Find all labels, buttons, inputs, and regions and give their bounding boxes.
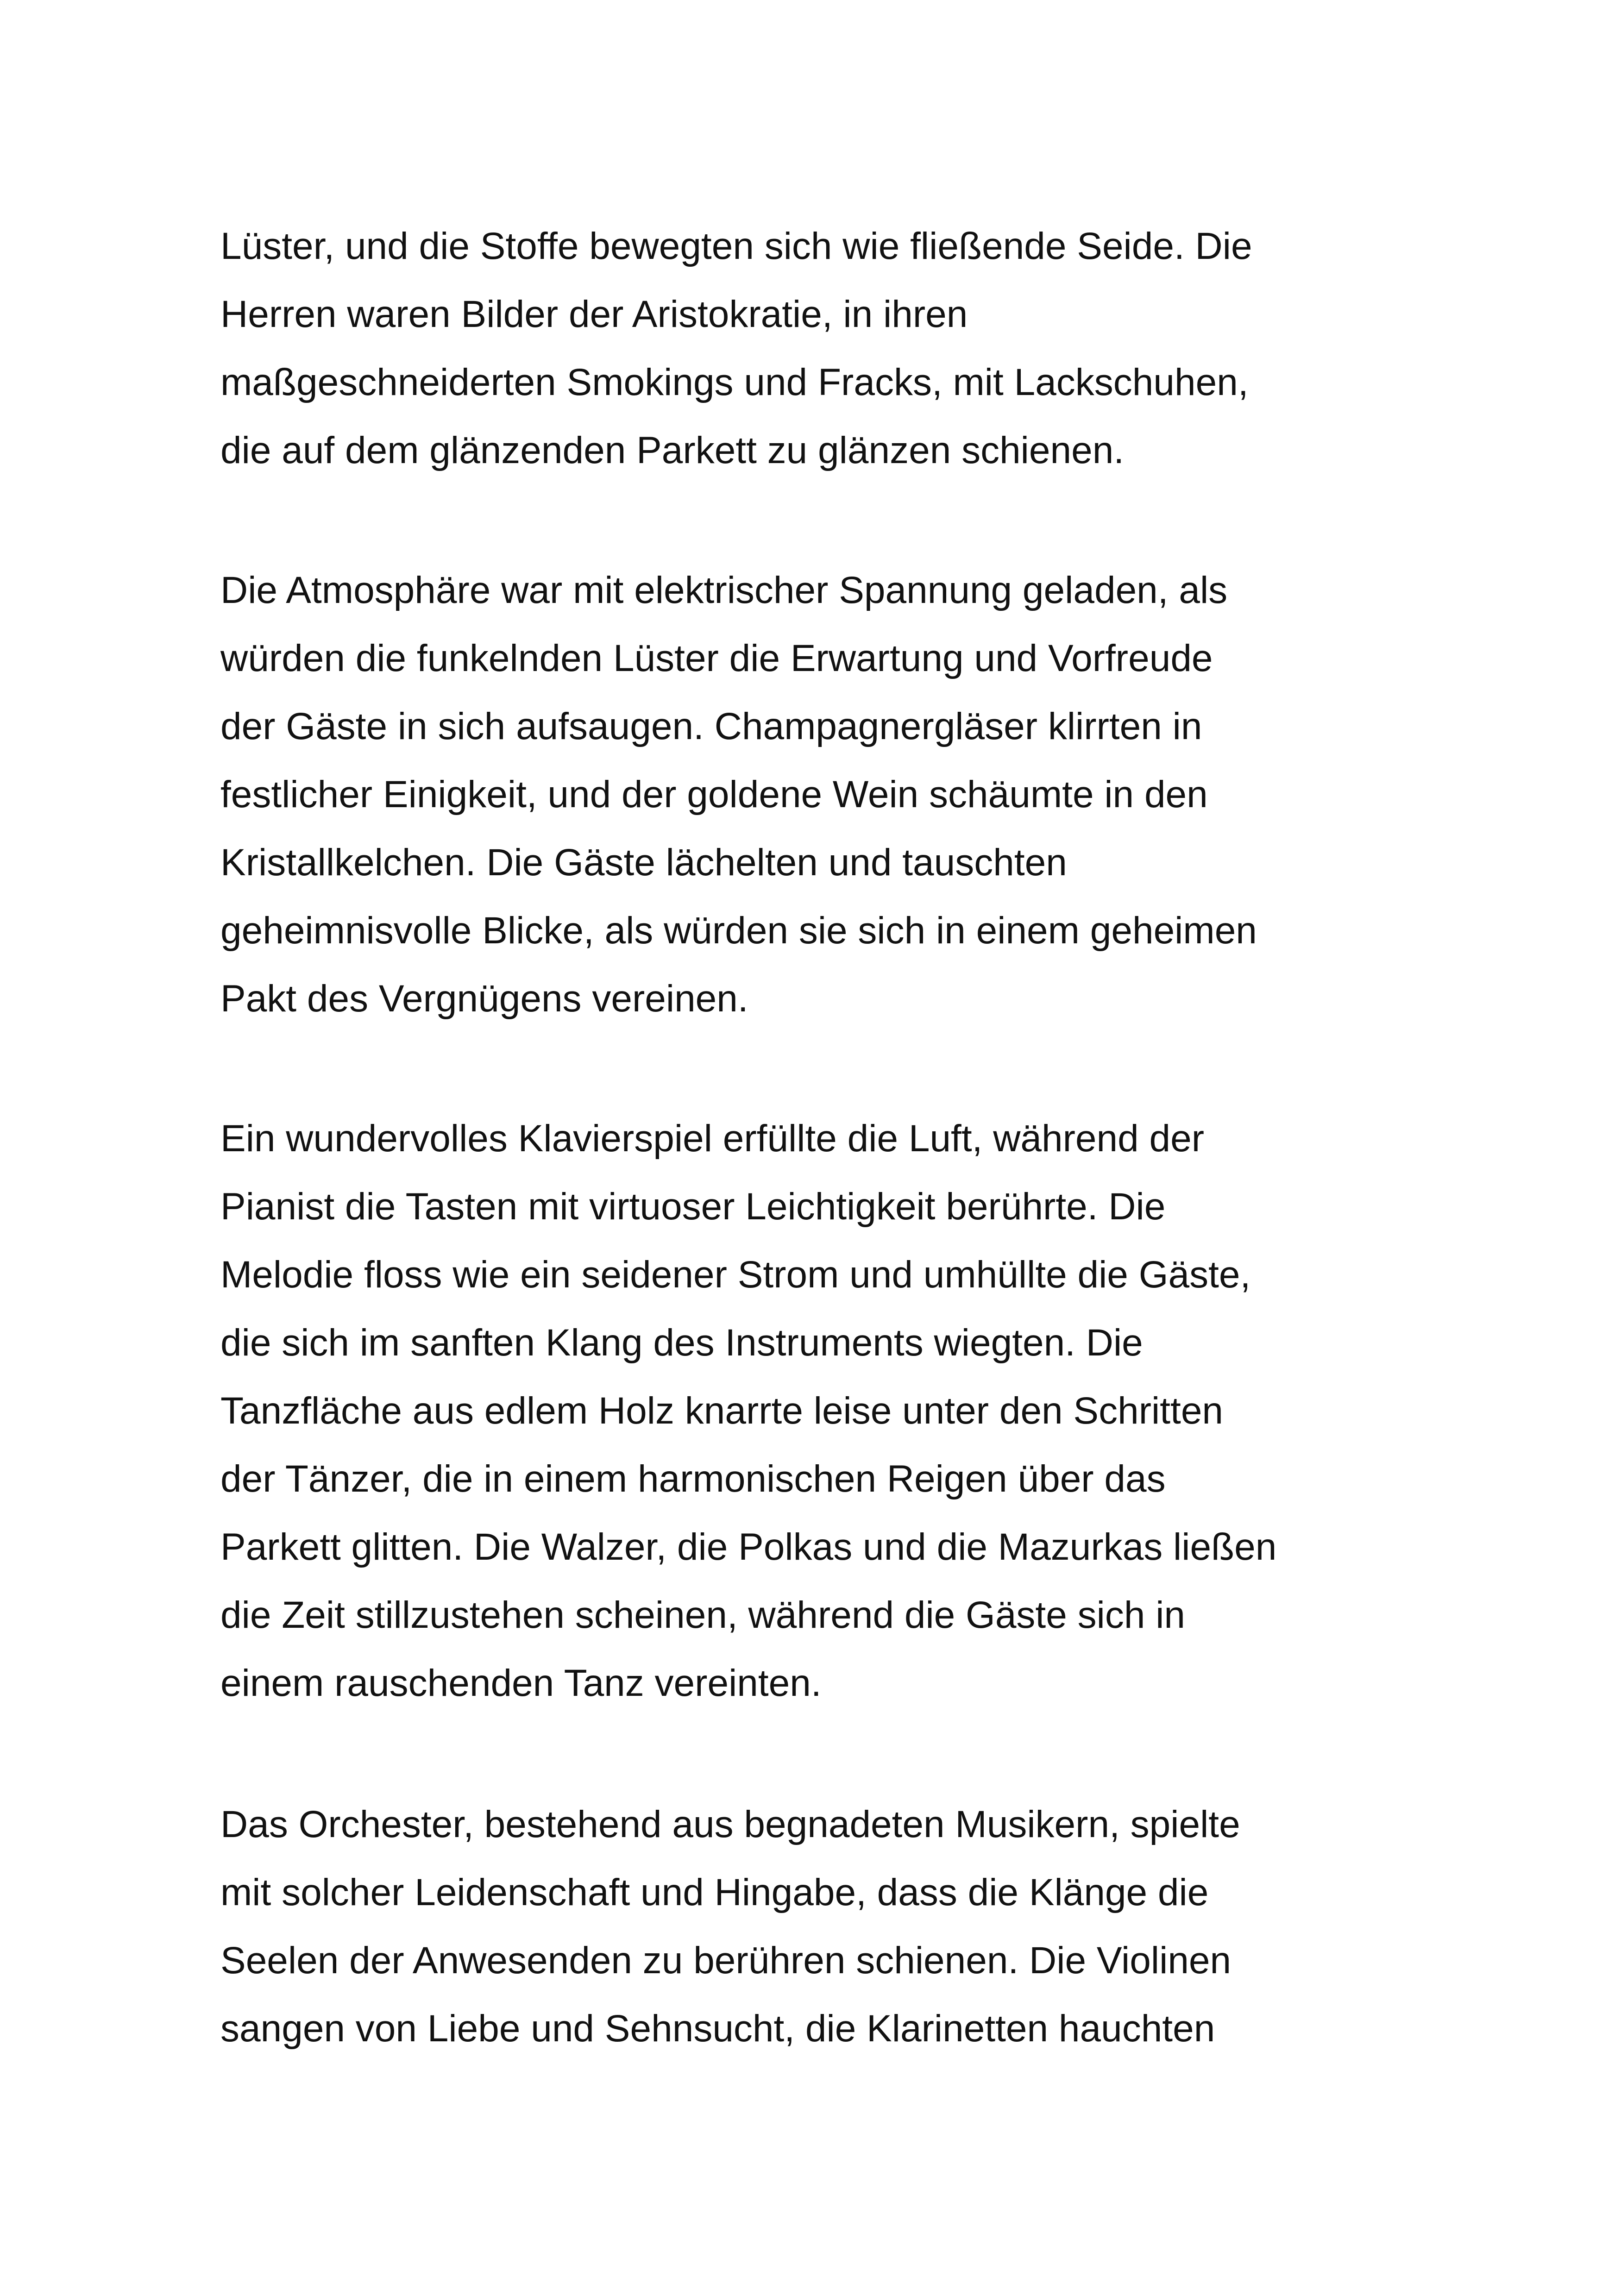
text-line: Pakt des Vergnügens vereinen. — [220, 978, 748, 1020]
text-line: mit solcher Leidenschaft und Hingabe, dass die Klänge die — [220, 1871, 1209, 1913]
text-line: Pianist die Tasten mit virtuoser Leichtigkeit berührte. Die — [220, 1186, 1166, 1228]
text-line: Tanzfläche aus edlem Holz knarrte leise unter den Schritten — [220, 1390, 1224, 1432]
text-line: festlicher Einigkeit, und der goldene Wein schäumte in den — [220, 773, 1208, 816]
text-line: Seelen der Anwesenden zu berühren schienen. Die Violinen — [220, 1939, 1231, 1982]
text-line: der Gäste in sich aufsaugen. Champagnergläser klirrten in — [220, 705, 1202, 747]
text-line: die Zeit stillzustehen scheinen, während die Gäste sich in — [220, 1594, 1186, 1636]
text-line: die auf dem glänzenden Parkett zu glänzen schienen. — [220, 429, 1125, 471]
text-line: der Tänzer, die in einem harmonischen Reigen über das — [220, 1458, 1166, 1500]
text-line: Herren waren Bilder der Aristokratie, in ihren — [220, 293, 968, 335]
text-line: Die Atmosphäre war mit elektrischer Spannung geladen, als — [220, 569, 1228, 611]
text-line: Ein wundervolles Klavierspiel erfüllte die Luft, während der — [220, 1117, 1205, 1160]
paragraph-2 — [220, 556, 1471, 1033]
text-line: Parkett glitten. Die Walzer, die Polkas und die Mazurkas ließen — [220, 1526, 1277, 1568]
text-line: maßgeschneiderten Smokings und Fracks, mit Lackschuhen, — [220, 361, 1249, 403]
text-line: Kristallkelchen. Die Gäste lächelten und tauschten — [220, 841, 1067, 884]
text-line: geheimnisvolle Blicke, als würden sie sich in einem geheimen — [220, 910, 1257, 952]
text-line: die sich im sanften Klang des Instruments wiegten. Die — [220, 1322, 1143, 1364]
paragraph-4 — [220, 1790, 1471, 2063]
text-line: Das Orchester, bestehend aus begnadeten Musikern, spielte — [220, 1803, 1240, 1845]
text-line: Lüster, und die Stoffe bewegten sich wie fließende Seide. Die — [220, 225, 1252, 267]
text-line: würden die funkelnden Lüster die Erwartung und Vorfreude — [220, 637, 1213, 679]
paragraph-1 — [220, 212, 1471, 484]
paragraph-3 — [220, 1104, 1471, 1717]
text-line: einem rauschenden Tanz vereinten. — [220, 1662, 822, 1704]
text-line: sangen von Liebe und Sehnsucht, die Klarinetten hauchten — [220, 2007, 1215, 2050]
text-line: Melodie floss wie ein seidener Strom und umhüllte die Gäste, — [220, 1254, 1251, 1296]
